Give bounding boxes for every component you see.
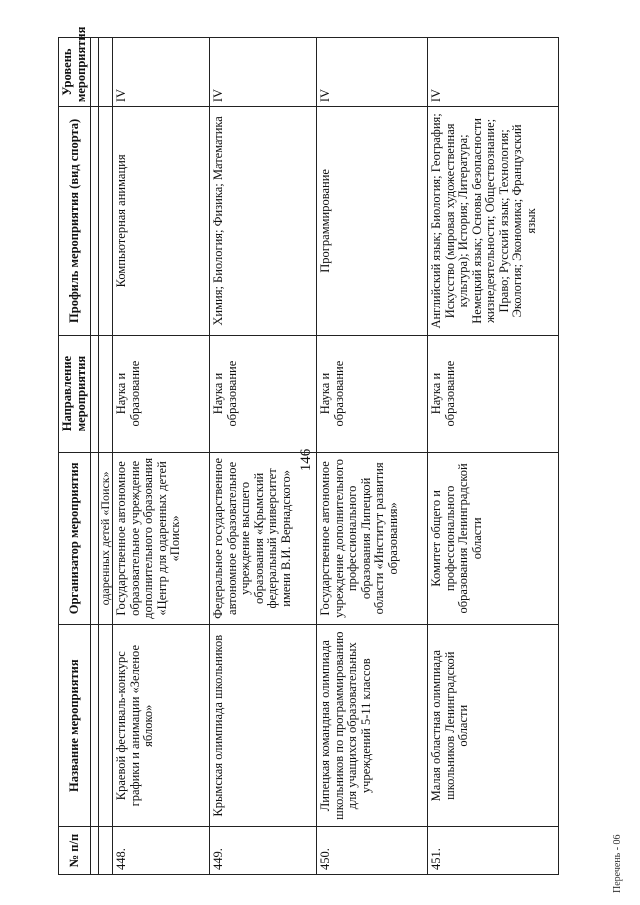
event-profile: Компьютерная анимация	[113, 107, 210, 336]
row-number: 449.	[210, 827, 317, 875]
event-level: IV	[113, 38, 210, 107]
footer-reference: Перечень - 06	[612, 834, 623, 893]
spacer-row	[91, 38, 99, 875]
event-profile: Английский язык; Биология; География; Искусство (мировая художественная культура); История; Литература; Немецкий язык; Основы безопасности жизнедеятельности; Обществознание; Право; Русский язык; Технология; Экология; Экономика; Французский язык	[428, 107, 559, 336]
event-direction: Наука и образование	[317, 335, 428, 452]
event-profile: Программирование	[317, 107, 428, 336]
event-name: Липецкая командная олимпиада школьников по программированию для учащихся образовательных учреждений 5-11 классов	[317, 625, 428, 827]
event-organizer: Государственное автономное учреждение дополнительного профессионального образования Липецкой области «Институт развития образования»	[317, 452, 428, 625]
event-name: Малая областная олимпиада школьников Ленинградской области	[428, 625, 559, 827]
event-level: IV	[428, 38, 559, 107]
table-row	[428, 38, 559, 875]
header-num: № п/п	[59, 827, 91, 875]
table-header-row	[59, 38, 91, 875]
event-level: IV	[317, 38, 428, 107]
events-table	[58, 26, 559, 875]
event-level: IV	[210, 38, 317, 107]
table-row	[210, 38, 317, 875]
event-organizer: Государственное автономное образовательное учреждение дополнительного образования «Центр для одаренных детей «Поиск»	[113, 452, 210, 625]
event-name: Краевой фестиваль-конкурс графики и анимации «Зеленое яблоко»	[113, 625, 210, 827]
header-name: Название мероприятия	[59, 625, 91, 827]
table-row	[317, 38, 428, 875]
header-organizer: Организатор мероприятия	[59, 452, 91, 625]
event-direction: Наука и образование	[113, 335, 210, 452]
row-number: 451.	[428, 827, 559, 875]
table-row	[113, 38, 210, 875]
event-direction: Наука и образование	[210, 335, 317, 452]
row-number: 448.	[113, 827, 210, 875]
header-level: Уровень мероприятия	[59, 38, 91, 107]
header-direction: Направление мероприятия	[59, 335, 91, 452]
event-organizer: Комитет общего и профессионального образования Ленинградской области	[428, 452, 559, 625]
continuation-organizer: одаренных детей «Поиск»	[99, 452, 113, 625]
event-direction: Наука и образование	[428, 335, 559, 452]
page-number: 146	[298, 448, 314, 472]
continuation-row	[99, 38, 113, 875]
event-profile: Химия; Биология; Физика; Математика	[210, 107, 317, 336]
event-name: Крымская олимпиада школьников	[210, 625, 317, 827]
event-organizer: Федеральное государственное автономное образовательное учреждение высшего образования «Крымский федеральный университет имени В.И. Вернадского»	[210, 452, 317, 625]
header-profile: Профиль мероприятия (вид спорта)	[59, 107, 91, 336]
row-number: 450.	[317, 827, 428, 875]
